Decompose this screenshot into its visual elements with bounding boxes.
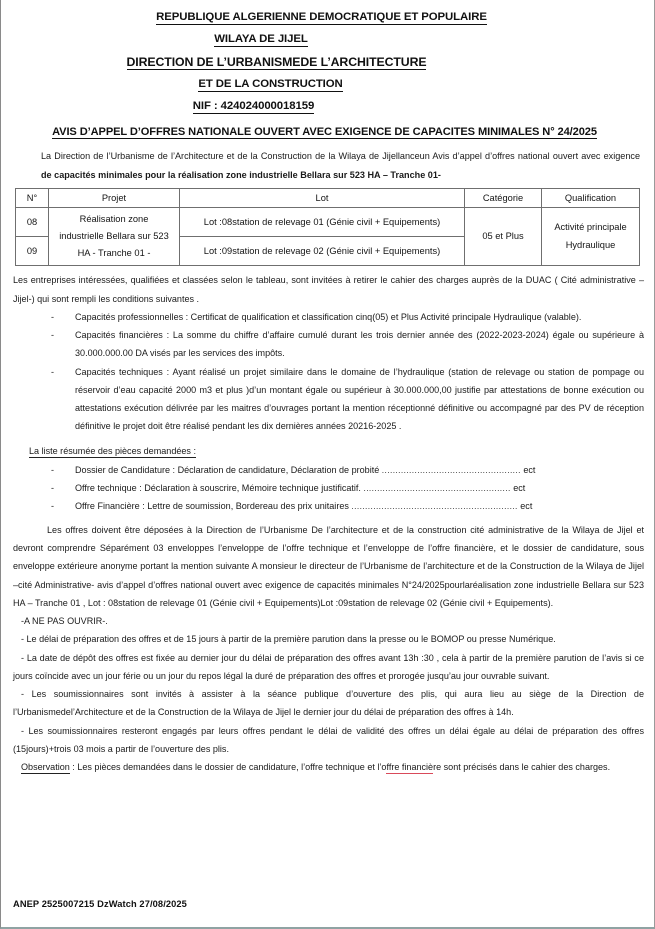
lots-table — [15, 188, 640, 267]
list-item — [13, 461, 644, 479]
page-content — [13, 0, 644, 927]
table-row — [16, 207, 640, 236]
footer-reference: ANEP 2525007215 DzWatch 27/08/2025 — [13, 899, 187, 909]
header-nif — [0, 101, 644, 114]
header-wilaya-text: WILAYA DE JIJEL — [214, 32, 308, 45]
para-offres-text: Les offres doivent être déposées à la Direction de l’Urbanisme De l’architecture et de la construction cité administrative de la Wilaya de Jijel et devront comprendre Séparément 03 enveloppes l’enveloppe de l’offre technique et l’enveloppe de l’offre financière, et le dossier de candidature, sous enveloppe extérieure anonyme portant la mention suivante A monsieur le directeur de l’Urbanisme de l’architecture et de la Construction de la Wilaya de Jijel –cité Administrative- avis d’appel d’offres national ouvert avec exigence de capacités minimales N°24/2025pourlaréalisation zone industrielle Bellara sur 523 HA – Tranche 01 , Lot : 08station de relevage 01 (Génie civil + Equipements)Lot :09station de relevage 02 (Génie civil + Equipements). — [13, 524, 644, 608]
capacity-financieres: Capacités financières : La somme du chiffre d’affaire cumulé durant les trois dernier année des (2022-2023-2024) égale ou supérieure à 30.000.000.00 DA visés par les services des impôts. — [75, 330, 644, 359]
header-wilaya — [0, 34, 644, 47]
table-header-row — [16, 188, 640, 207]
bullet-dash-icon: - — [51, 501, 55, 512]
projet-line-1: Réalisation zone — [79, 213, 149, 224]
observation-pre-text: : Les pièces demandées dans le dossier de candidature, l’offre technique et l’o — [69, 762, 387, 773]
bullet-dash-icon: - — [51, 311, 55, 322]
header-construction — [0, 79, 644, 92]
piece-dossier-end: ect — [520, 464, 536, 475]
header-avis-title-text: AVIS D’APPEL D’OFFRES NATIONALE OUVERT AVEC EXIGENCE DE CAPACITES MINIMALES N° 24/2025 — [52, 125, 597, 138]
intro-paragraph — [41, 147, 640, 184]
list-item — [13, 497, 644, 515]
th-qualification: Qualification — [542, 188, 640, 207]
header-direction — [0, 56, 644, 70]
document-header — [13, 0, 644, 139]
para-delai — [13, 630, 644, 648]
qualification-line-2: Hydraulique — [565, 240, 616, 251]
cell-numero-09: 09 — [16, 236, 49, 265]
header-republic — [0, 12, 644, 25]
qualification-line-1: Activité principale — [554, 221, 627, 232]
piece-technique-leader: ...................................................... — [363, 483, 511, 494]
piece-technique-end: ect — [510, 483, 526, 494]
piece-technique-label: Offre technique : Déclaration à souscrire, Mémoire technique justificatif. — [75, 483, 364, 494]
cell-projet — [49, 207, 180, 266]
list-item — [13, 479, 644, 497]
list-item — [13, 326, 644, 363]
bullet-dash-icon: - — [51, 483, 55, 494]
para-soumissionnaires-seance — [13, 685, 644, 722]
cell-numero-08: 08 — [16, 207, 49, 236]
cell-qualification — [542, 207, 640, 266]
intro-tail-text: zone industrielle Bellara sur 523 HA – Tranche 01- — [223, 170, 441, 181]
para-depot-text: - La date de dépôt des offres est fixée au dernier jour du délai de préparation des offres avant 13h :30 , cela à partir de la première parution de l’avis si ce jours coïncide avec un jour férie ou un jour du repos légal la duré de préparation des offres et prorogée jusqu’au jour ouvrable suivant. — [13, 652, 644, 681]
piece-financiere-label: Offre Financière : Lettre de soumission, Bordereau des prix unitaires — [75, 501, 352, 512]
liste-heading — [29, 442, 644, 460]
th-numero: N° — [16, 188, 49, 207]
th-categorie: Catégorie — [465, 188, 542, 207]
projet-line-3: HA - Tranche 01 - — [77, 248, 151, 259]
header-construction-text: ET DE LA CONSTRUCTION — [198, 77, 343, 90]
th-projet: Projet — [49, 188, 180, 207]
list-item — [13, 363, 644, 436]
para-ne-pas-ouvrir — [13, 612, 644, 630]
piece-dossier-leader: ................................................... — [381, 464, 521, 475]
liste-heading-text: La liste résumée des pièces demandées : — [29, 446, 196, 458]
ne-pas-ouvrir-text: -A NE PAS OUVRIR-. — [21, 616, 108, 627]
cell-lot-09: Lot :09station de relevage 02 (Génie civil + Equipements) — [180, 236, 465, 265]
piece-financiere-end: ect — [517, 501, 533, 512]
bullet-dash-icon: - — [51, 330, 55, 341]
para-soumissionnaires2-text: - Les soumissionnaires resteront engagés par leurs offres pendant le délai de validité des offres un délai égale au délai de préparation des offres (15jours)+trois 03 mois a partir de l’ouverture des plis. — [13, 725, 644, 754]
bullet-dash-icon: - — [51, 366, 55, 377]
intro-normal-text: La Direction de l’Urbanisme de l’Architecture et de la Construction de la Wilaya de Jijellanceun Avis d’appel d’offres national ouvert avec exigence — [41, 151, 640, 162]
capacity-techniques: Capacités techniques : Ayant réalisé un projet similaire dans le domaine de l’hydraulique (station de relevage ou station de pompage ou réservoir d’eau capacité 2000 m3 et plus )d’un montant égale ou supérieur à 30.000.000,00 justifie par attestations de bonne exécution ou attestations exécution délivrée par les maitres d’ouvrages portant la mention réceptionné définitive ou accompagné par des PV de réception définitive le projet doit être réalisé pendant les dix dernières années 20216-2025 . — [75, 366, 644, 432]
bullet-dash-icon: - — [51, 464, 55, 475]
para-delai-text: - Le délai de préparation des offres et de 15 jours à partir de la première parution dans la presse ou le BOMOP ou presse Numérique. — [21, 634, 556, 645]
observation-post-text: re sont précisés dans le cahier des charges. — [433, 762, 611, 773]
pieces-list — [13, 461, 644, 516]
intro-bold-text: de capacités minimales pour la réalisation — [41, 170, 224, 181]
header-avis-title — [5, 127, 644, 140]
cell-categorie: 05 et Plus — [465, 207, 542, 266]
header-nif-text: NIF : 424024000018159 — [192, 99, 315, 112]
para-soumissionnaires-engagement — [13, 722, 644, 759]
para-offres-depot — [13, 521, 644, 612]
th-lot: Lot — [180, 188, 465, 207]
capacities-list — [13, 308, 644, 436]
para-entreprises: Les entreprises intéressées, qualifiées et classées selon le tableau, sont invitées à retirer le cahier des charges auprès de la DUAC ( Cité administrative – Jijel-) qui sont rempli les conditions suivantes . — [13, 275, 644, 304]
observation-label: Observation — [21, 762, 70, 774]
list-item — [13, 308, 644, 326]
para-observation — [13, 758, 644, 776]
cell-lot-08: Lot :08station de relevage 01 (Génie civil + Equipements) — [180, 207, 465, 236]
para-soumissionnaires1-text: - Les soumissionnaires sont invités à assister à la séance publique d’ouverture des plis, qui aura lieu au siège de la Direction de l’Urbanismedel’Architecture et de la Construction de la Wilaya de Jijel le dernier jour du délai de préparation des offres à 14h. — [13, 689, 644, 718]
para-depot — [13, 649, 644, 686]
header-republic-text: REPUBLIQUE ALGERIENNE DEMOCRATIQUE ET POPULAIRE — [156, 11, 487, 23]
document-body — [13, 271, 644, 776]
piece-financiere-leader: ............................................................. — [351, 501, 518, 512]
header-direction-text: DIRECTION DE L’URBANISMEDE L’ARCHITECTURE — [126, 54, 427, 69]
capacity-professionnelles: Capacités professionnelles : Certificat de qualification et classification cinq(05) et Plus Activité principale Hydraulique (valable). — [75, 311, 582, 322]
observation-spellcheck-text: ffre financiè — [386, 762, 434, 773]
piece-dossier-label: Dossier de Candidature : Déclaration de candidature, Déclaration de probité — [75, 464, 382, 475]
projet-line-2: industrielle Bellara sur 523 — [59, 230, 169, 241]
